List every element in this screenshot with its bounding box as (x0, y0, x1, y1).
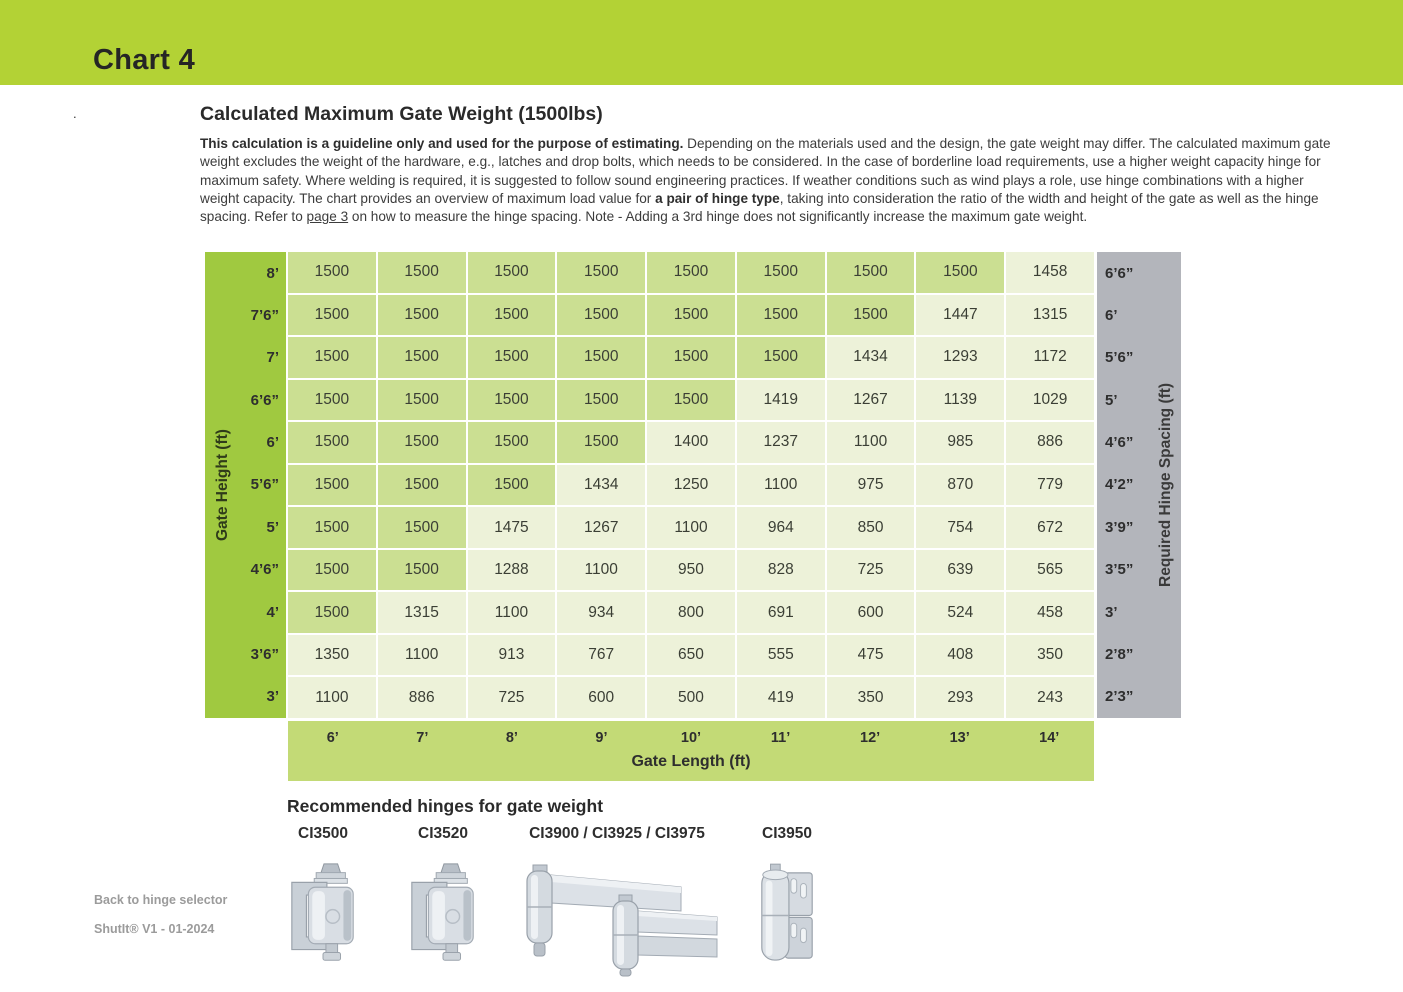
gate-height-tick: 7’6” (250, 307, 279, 325)
weight-cell: 1500 (288, 592, 376, 633)
weight-matrix (288, 252, 1094, 718)
weight-cell: 1288 (468, 550, 556, 591)
hinge-image-ci3950-icon (756, 859, 818, 971)
gate-height-tick: 4’6” (250, 561, 279, 579)
weight-cell: 1500 (647, 252, 735, 293)
weight-cell: 1100 (378, 635, 466, 676)
weight-cell: 1500 (288, 507, 376, 548)
weight-cell: 1172 (1006, 337, 1094, 378)
weight-cell: 1100 (468, 592, 556, 633)
weight-cell: 1500 (378, 422, 466, 463)
weight-cell: 350 (827, 677, 915, 718)
weight-cell: 1139 (916, 380, 1004, 421)
weight-cell: 828 (737, 550, 825, 591)
weight-cell: 1500 (378, 507, 466, 548)
gate-height-tick-labels (205, 252, 286, 718)
gate-length-tick: 13’ (949, 730, 970, 746)
weight-cell: 1447 (916, 295, 1004, 336)
weight-cell: 1500 (647, 295, 735, 336)
weight-cell: 1500 (288, 380, 376, 421)
gate-height-tick: 8’ (266, 264, 279, 282)
gate-length-axis (288, 721, 1094, 781)
gate-length-tick: 8’ (505, 730, 518, 746)
hinge-spacing-tick: 3’ (1105, 603, 1118, 621)
weight-cell: 1500 (557, 422, 645, 463)
weight-cell: 725 (827, 550, 915, 591)
weight-cell: 243 (1006, 677, 1094, 718)
weight-cell: 1500 (468, 337, 556, 378)
weight-cell: 475 (827, 635, 915, 676)
weight-cell: 779 (1006, 465, 1094, 506)
hinge-label-ci3900-series: CI3900 / CI3925 / CI3975 (529, 825, 705, 842)
weight-cell: 870 (916, 465, 1004, 506)
hinge-spacing-tick: 4’6” (1105, 434, 1134, 452)
weight-cell: 800 (647, 592, 735, 633)
weight-cell: 691 (737, 592, 825, 633)
weight-cell: 1500 (378, 465, 466, 506)
weight-cell: 1500 (378, 295, 466, 336)
weight-cell: 1500 (737, 295, 825, 336)
weight-cell: 1500 (288, 465, 376, 506)
gate-height-tick: 7’ (266, 349, 279, 367)
hinge-label-ci3500: CI3500 (298, 825, 348, 842)
weight-cell: 886 (1006, 422, 1094, 463)
weight-cell: 1500 (557, 295, 645, 336)
gate-length-tick: 14’ (1039, 730, 1060, 746)
hinges-section-title: Recommended hinges for gate weight (287, 796, 604, 816)
gate-height-tick: 3’ (266, 688, 279, 706)
hinge-spacing-tick: 2’8” (1105, 645, 1134, 663)
hinge-spacing-tick: 5’6” (1105, 349, 1134, 367)
gate-length-tick: 12’ (860, 730, 881, 746)
weight-cell: 1500 (378, 380, 466, 421)
weight-cell: 1100 (827, 422, 915, 463)
weight-cell: 524 (916, 592, 1004, 633)
weight-cell: 419 (737, 677, 825, 718)
weight-cell: 600 (557, 677, 645, 718)
hinge-item-ci3500 (268, 825, 378, 971)
weight-cell: 555 (737, 635, 825, 676)
weight-cell: 1500 (647, 380, 735, 421)
hinge-spacing-tick: 5’ (1105, 391, 1118, 409)
weight-cell: 1350 (288, 635, 376, 676)
hinge-image-ci3500-icon (279, 859, 367, 971)
weight-cell: 1237 (737, 422, 825, 463)
hinge-label-ci3520: CI3520 (418, 825, 468, 842)
weight-cell: 1500 (288, 295, 376, 336)
weight-cell: 293 (916, 677, 1004, 718)
weight-cell: 1500 (288, 252, 376, 293)
weight-cell: 672 (1006, 507, 1094, 548)
weight-cell: 1029 (1006, 380, 1094, 421)
hinge-spacing-tick: 6’ (1105, 307, 1118, 325)
hinge-spacing-axis-title: Required Hinge Spacing (ft) (1157, 382, 1174, 588)
weight-cell: 1500 (737, 337, 825, 378)
hinge-spacing-axis (1097, 252, 1181, 718)
gate-length-tick: 10’ (680, 730, 702, 746)
weight-cell: 1267 (827, 380, 915, 421)
gate-length-tick: 6’ (326, 730, 339, 746)
gate-height-tick: 5’6” (250, 476, 279, 494)
weight-cell: 754 (916, 507, 1004, 548)
weight-cell: 1419 (737, 380, 825, 421)
weight-cell: 1250 (647, 465, 735, 506)
weight-cell: 913 (468, 635, 556, 676)
gate-height-tick: 3’6” (250, 645, 279, 663)
weight-cell: 1500 (468, 295, 556, 336)
weight-cell: 934 (557, 592, 645, 633)
weight-cell: 1500 (647, 337, 735, 378)
weight-cell: 1500 (557, 252, 645, 293)
weight-cell: 985 (916, 422, 1004, 463)
hinge-spacing-tick: 3’9” (1105, 518, 1134, 536)
weight-cell: 1100 (737, 465, 825, 506)
hinge-item-ci3950 (737, 825, 837, 971)
weight-cell: 1315 (1006, 295, 1094, 336)
weight-cell: 1315 (378, 592, 466, 633)
weight-cell: 1293 (916, 337, 1004, 378)
intro-bold-lead: This calculation is a guideline only and used for the purpose of estimating. (200, 136, 684, 151)
hinge-item-ci3520 (388, 825, 498, 971)
weight-cell: 1500 (378, 252, 466, 293)
intro-text-3: on how to measure the hinge spacing. Note - Adding a 3rd hinge does not significantly increase the maximum gate weight. (348, 209, 1088, 225)
weight-cell: 1267 (557, 507, 645, 548)
weight-cell: 1434 (827, 337, 915, 378)
weight-cell: 350 (1006, 635, 1094, 676)
gate-height-axis-title: Gate Height (ft) (214, 429, 231, 541)
gate-height-axis (205, 252, 286, 718)
intro-text-2: , taking into consideration the ratio of the width and height of the gate as well as the hinge spacing. Refer to (200, 190, 1319, 225)
weight-cell: 886 (378, 677, 466, 718)
weight-cell: 1500 (827, 295, 915, 336)
version-text: ShutIt® V1 - 01-2024 (94, 922, 215, 936)
weight-cell: 1500 (468, 380, 556, 421)
weight-cell: 1500 (378, 337, 466, 378)
weight-cell: 1500 (288, 337, 376, 378)
weight-cell: 850 (827, 507, 915, 548)
intro-text-1: Depending on the materials used and the design, the gate weight may differ. The calculated maximum gate weight excludes the weight of the hardware, e.g., latches and drop bolts, which needs to be considered. In the case of borderline load requirements, use a higher weight capacity hinge for maximum safety. Where welding is required, it is suggested to follow sound engineering practices. If weather conditions such as wind plays a role, use hinge combinations with a higher weight capacity. The chart provides an overview of maximum load value for (200, 136, 1331, 206)
weight-cell: 1500 (737, 252, 825, 293)
gate-length-tick-labels (288, 730, 1094, 746)
weight-cell: 950 (647, 550, 735, 591)
weight-cell: 1434 (557, 465, 645, 506)
weight-cell: 408 (916, 635, 1004, 676)
weight-cell: 964 (737, 507, 825, 548)
header-band (0, 0, 1403, 85)
weight-cell: 1100 (557, 550, 645, 591)
weight-cell: 565 (1006, 550, 1094, 591)
gate-length-tick: 11’ (770, 730, 791, 746)
gate-length-tick: 7’ (416, 730, 429, 746)
gate-height-tick: 6’6” (250, 391, 279, 409)
page-title: Chart 4 (93, 44, 196, 76)
intro-paragraph (200, 135, 1340, 226)
section-title: Calculated Maximum Gate Weight (1500lbs) (200, 103, 603, 125)
weight-cell: 1100 (647, 507, 735, 548)
weight-matrix-wrap (288, 252, 1094, 781)
gate-weight-chart (205, 252, 1181, 781)
weight-cell: 1475 (468, 507, 556, 548)
weight-cell: 725 (468, 677, 556, 718)
hinge-spacing-tick: 4’2” (1105, 476, 1134, 494)
intro-bold-pair: a pair of hinge type (655, 190, 780, 206)
weight-cell: 975 (827, 465, 915, 506)
gate-height-tick: 6’ (266, 434, 279, 452)
hinge-item-ci3900-series (502, 825, 732, 977)
weight-cell: 1500 (916, 252, 1004, 293)
weight-cell: 767 (557, 635, 645, 676)
weight-cell: 1500 (288, 422, 376, 463)
back-to-hinge-selector-link[interactable]: Back to hinge selector (94, 893, 228, 907)
gate-height-tick: 4’ (266, 603, 279, 621)
weight-cell: 1500 (557, 380, 645, 421)
weight-cell: 1500 (468, 465, 556, 506)
weight-cell: 1458 (1006, 252, 1094, 293)
gate-length-axis-title: Gate Length (ft) (631, 753, 751, 770)
weight-cell: 1500 (378, 550, 466, 591)
weight-cell: 1400 (647, 422, 735, 463)
weight-cell: 1100 (288, 677, 376, 718)
hinge-image-ci3520-icon (399, 859, 487, 971)
hinge-spacing-tick: 2’3” (1105, 688, 1134, 706)
weight-cell: 600 (827, 592, 915, 633)
weight-cell: 1500 (288, 550, 376, 591)
weight-cell: 1500 (468, 422, 556, 463)
weight-cell: 1500 (827, 252, 915, 293)
hinge-spacing-tick: 6’6” (1105, 264, 1134, 282)
weight-cell: 639 (916, 550, 1004, 591)
weight-cell: 1500 (557, 337, 645, 378)
weight-cell: 650 (647, 635, 735, 676)
page-3-link[interactable]: page 3 (306, 209, 349, 225)
gate-length-tick: 9’ (595, 730, 608, 746)
weight-cell: 458 (1006, 592, 1094, 633)
hinge-spacing-tick: 3’5” (1105, 561, 1134, 579)
hinge-image-ci3900-series-icon (511, 859, 723, 977)
hinge-label-ci3950: CI3950 (762, 825, 812, 842)
weight-cell: 500 (647, 677, 735, 718)
weight-cell: 1500 (468, 252, 556, 293)
gate-height-tick: 5’ (266, 518, 279, 536)
stray-dot: . (73, 106, 77, 121)
